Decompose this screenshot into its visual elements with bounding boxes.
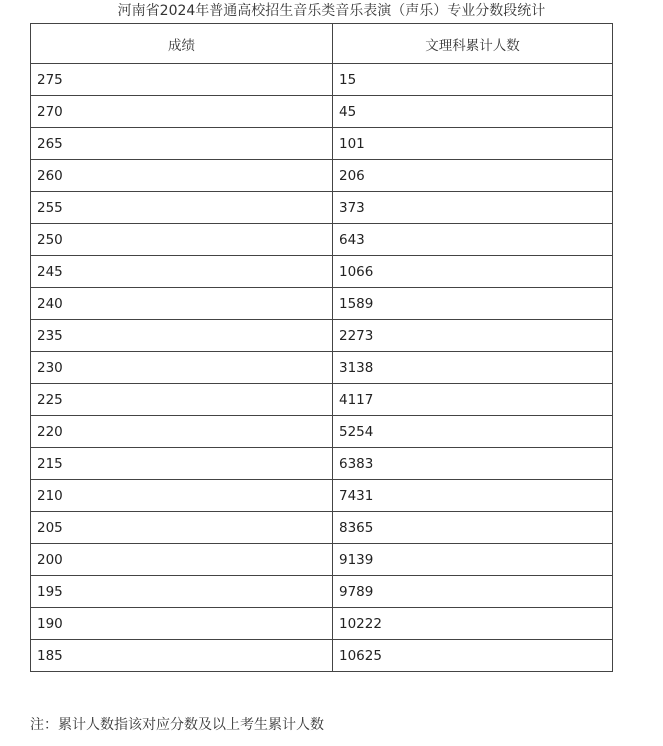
cumulative-count-cell: 10222 bbox=[333, 608, 613, 640]
cumulative-count-cell: 4117 bbox=[333, 384, 613, 416]
cumulative-count-cell: 7431 bbox=[333, 480, 613, 512]
column-header-cumulative-count: 文理科累计人数 bbox=[333, 24, 613, 64]
score-distribution-table bbox=[30, 23, 613, 672]
cumulative-count-cell: 6383 bbox=[333, 448, 613, 480]
table-row bbox=[31, 416, 613, 448]
score-cell: 210 bbox=[31, 480, 333, 512]
table-row bbox=[31, 448, 613, 480]
cumulative-count-cell: 206 bbox=[333, 160, 613, 192]
table-row bbox=[31, 224, 613, 256]
score-cell: 255 bbox=[31, 192, 333, 224]
score-cell: 225 bbox=[31, 384, 333, 416]
table-row bbox=[31, 480, 613, 512]
table-row bbox=[31, 544, 613, 576]
table-row bbox=[31, 320, 613, 352]
score-cell: 245 bbox=[31, 256, 333, 288]
table-row bbox=[31, 64, 613, 96]
cumulative-count-cell: 10625 bbox=[333, 640, 613, 672]
score-cell: 215 bbox=[31, 448, 333, 480]
cumulative-count-cell: 2273 bbox=[333, 320, 613, 352]
cumulative-count-cell: 8365 bbox=[333, 512, 613, 544]
table-row bbox=[31, 384, 613, 416]
score-cell: 230 bbox=[31, 352, 333, 384]
table-row bbox=[31, 608, 613, 640]
table-row bbox=[31, 160, 613, 192]
score-cell: 265 bbox=[31, 128, 333, 160]
score-cell: 260 bbox=[31, 160, 333, 192]
cumulative-count-cell: 9139 bbox=[333, 544, 613, 576]
score-cell: 275 bbox=[31, 64, 333, 96]
score-cell: 250 bbox=[31, 224, 333, 256]
score-cell: 240 bbox=[31, 288, 333, 320]
score-cell: 200 bbox=[31, 544, 333, 576]
score-cell: 185 bbox=[31, 640, 333, 672]
cumulative-count-cell: 9789 bbox=[333, 576, 613, 608]
cumulative-count-cell: 3138 bbox=[333, 352, 613, 384]
table-row bbox=[31, 512, 613, 544]
score-cell: 220 bbox=[31, 416, 333, 448]
table-header-row bbox=[31, 24, 613, 64]
cumulative-count-cell: 643 bbox=[333, 224, 613, 256]
table-row bbox=[31, 128, 613, 160]
cumulative-count-cell: 45 bbox=[333, 96, 613, 128]
table-row bbox=[31, 256, 613, 288]
cumulative-count-cell: 373 bbox=[333, 192, 613, 224]
score-cell: 205 bbox=[31, 512, 333, 544]
column-header-score: 成绩 bbox=[31, 24, 333, 64]
cumulative-count-cell: 15 bbox=[333, 64, 613, 96]
table-row bbox=[31, 192, 613, 224]
table-row bbox=[31, 640, 613, 672]
page-title: 河南省2024年普通高校招生音乐类音乐表演（声乐）专业分数段统计 bbox=[117, 3, 546, 19]
table-row bbox=[31, 96, 613, 128]
cumulative-count-cell: 101 bbox=[333, 128, 613, 160]
footnote: 注：累计人数指该对应分数及以上考生累计人数 bbox=[30, 717, 324, 733]
score-cell: 235 bbox=[31, 320, 333, 352]
cumulative-count-cell: 5254 bbox=[333, 416, 613, 448]
table-row bbox=[31, 288, 613, 320]
score-cell: 195 bbox=[31, 576, 333, 608]
cumulative-count-cell: 1589 bbox=[333, 288, 613, 320]
table-body bbox=[31, 64, 613, 672]
score-cell: 190 bbox=[31, 608, 333, 640]
score-cell: 270 bbox=[31, 96, 333, 128]
table-row bbox=[31, 576, 613, 608]
cumulative-count-cell: 1066 bbox=[333, 256, 613, 288]
table-row bbox=[31, 352, 613, 384]
